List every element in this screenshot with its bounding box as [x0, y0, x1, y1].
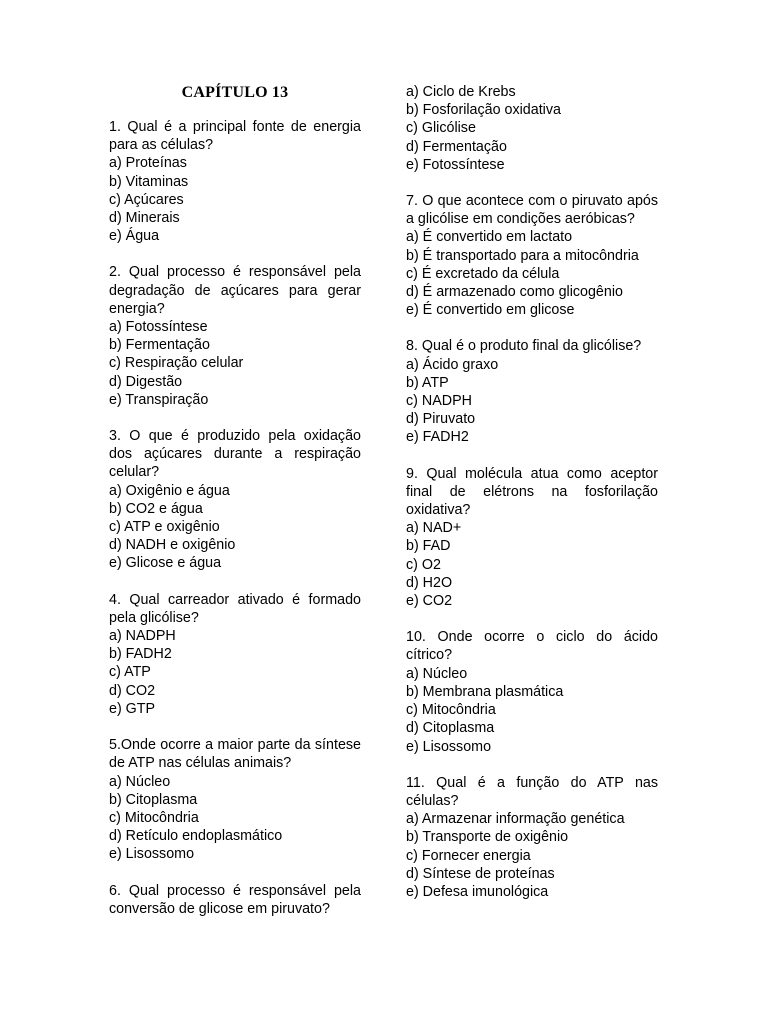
answer-option: b) Transporte de oxigênio [406, 829, 569, 846]
question-stem: 5.Onde ocorre a maior parte da síntese de ATP nas células animais? [109, 737, 361, 772]
answer-option: c) Respiração celular [109, 355, 244, 372]
answer-option: b) Fosforilação oxidativa [406, 102, 561, 119]
question-item [109, 263, 361, 409]
option-list [109, 318, 361, 409]
answer-option: e) CO2 [406, 593, 453, 610]
answer-option: a) NADPH [109, 628, 176, 645]
question-stem: 10. Onde ocorre o ciclo do ácido cítrico? [406, 629, 658, 664]
option-list [406, 356, 658, 447]
answer-option: b) Citoplasma [109, 791, 198, 808]
answer-option: d) CO2 [109, 682, 156, 699]
answer-option: e) Transpiração [109, 391, 209, 408]
question-stem: 3. O que é produzido pela oxidação dos açúcares durante a respiração celular? [109, 428, 361, 481]
answer-option: d) É armazenado como glicogênio [406, 284, 623, 301]
answer-option: a) Ciclo de Krebs [406, 84, 516, 100]
answer-option: d) Fermentação [406, 138, 507, 155]
question-item [406, 628, 658, 755]
option-list [406, 665, 658, 756]
question-stem: 7. O que acontece com o piruvato após a glicólise em condições aeróbicas? [406, 193, 658, 228]
question-stem: 4. Qual carreador ativado é formado pela glicólise? [109, 591, 361, 626]
question-stem: 1. Qual é a principal fonte de energia para as células? [109, 119, 361, 154]
answer-option: c) Açúcares [109, 191, 184, 208]
answer-option: c) Mitocôndria [406, 702, 496, 719]
answer-option: c) ATP [109, 664, 151, 681]
question-6-continued-options [406, 83, 658, 174]
answer-option: c) É excretado da célula [406, 265, 560, 282]
question-stem: 11. Qual é a função do ATP nas células? [406, 774, 658, 809]
answer-option: b) ATP [406, 374, 449, 391]
answer-option: c) NADPH [406, 393, 472, 410]
answer-option: d) Minerais [109, 210, 180, 227]
question-item [109, 591, 361, 718]
answer-option: d) Citoplasma [406, 720, 495, 737]
answer-option: a) Armazenar informação genética [406, 811, 625, 828]
answer-option: b) FADH2 [109, 646, 172, 663]
chapter-title: CAPÍTULO 13 [181, 84, 289, 101]
answer-option: d) Digestão [109, 373, 183, 390]
answer-option: a) É convertido em lactato [406, 229, 573, 246]
question-stem: 6. Qual processo é responsável pela conversão de glicose em piruvato? [109, 882, 361, 917]
question-item [109, 118, 361, 245]
left-column [109, 83, 361, 936]
answer-option: d) H2O [406, 574, 453, 591]
answer-option: b) É transportado para a mitocôndria [406, 247, 639, 264]
answer-option: e) Lisossomo [406, 738, 492, 755]
answer-option: a) Ácido graxo [406, 356, 499, 373]
answer-option: c) Glicólise [406, 120, 476, 137]
right-column [406, 83, 658, 919]
question-item [406, 192, 658, 319]
answer-option: d) Piruvato [406, 411, 476, 428]
question-stem: 2. Qual processo é responsável pela degradação de açúcares para gerar energia? [109, 264, 361, 317]
answer-option: b) Fermentação [109, 337, 210, 354]
option-list [406, 83, 658, 174]
left-question-list [109, 118, 361, 918]
answer-option: c) Mitocôndria [109, 809, 199, 826]
answer-option: b) FAD [406, 538, 451, 555]
answer-option: e) Fotossíntese [406, 156, 505, 173]
answer-option: d) Retículo endoplasmático [109, 828, 283, 845]
answer-option: e) Água [109, 228, 160, 245]
answer-option: a) Oxigênio e água [109, 482, 230, 499]
option-list [109, 482, 361, 573]
option-list [109, 627, 361, 718]
question-stem: 9. Qual molécula atua como aceptor final de elétrons na fosforilação oxidativa? [406, 465, 658, 519]
answer-option: b) Vitaminas [109, 173, 189, 190]
option-list [109, 154, 361, 245]
answer-option: e) Defesa imunológica [406, 883, 549, 900]
question-stem: 8. Qual é o produto final da glicólise? [406, 338, 642, 355]
answer-option: a) Núcleo [406, 665, 468, 682]
answer-option: e) FADH2 [406, 429, 469, 446]
answer-option: b) Membrana plasmática [406, 683, 564, 700]
answer-option: e) GTP [109, 700, 156, 717]
right-question-list [406, 192, 658, 901]
answer-option: c) O2 [406, 556, 441, 573]
option-list [406, 228, 658, 319]
answer-option: d) Síntese de proteínas [406, 865, 555, 882]
option-list [109, 773, 361, 864]
answer-option: e) Lisossomo [109, 846, 195, 863]
question-item [406, 774, 658, 901]
option-list [406, 810, 658, 901]
question-item [406, 465, 658, 611]
question-item [406, 337, 658, 446]
question-item [109, 736, 361, 863]
answer-option: a) Proteínas [109, 155, 187, 172]
answer-option: a) Núcleo [109, 773, 171, 790]
answer-option: e) É convertido em glicose [406, 302, 575, 319]
answer-option: e) Glicose e água [109, 555, 222, 572]
question-item [109, 882, 361, 918]
answer-option: d) NADH e oxigênio [109, 537, 236, 554]
answer-option: b) CO2 e água [109, 500, 203, 517]
question-item [109, 427, 361, 573]
answer-option: c) ATP e oxigênio [109, 519, 220, 536]
answer-option: a) Fotossíntese [109, 319, 208, 336]
answer-option: c) Fornecer energia [406, 847, 531, 864]
option-list [406, 519, 658, 610]
answer-option: a) NAD+ [406, 520, 462, 537]
